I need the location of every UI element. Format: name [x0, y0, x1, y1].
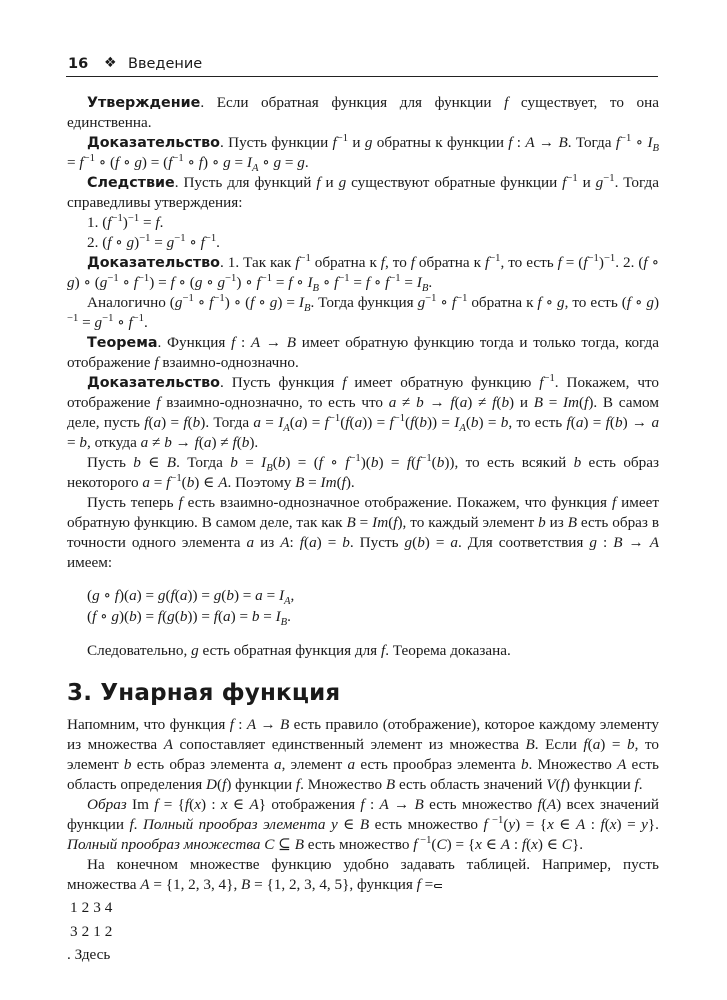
paragraph: Теорема. Функция f : A → B имеет обратную функцию тогда и только тогда, когда отображение f взаимно-однозначно. — [67, 334, 660, 371]
matrix-cell: 2 — [104, 923, 113, 940]
matrix-cell: 1 — [93, 923, 101, 940]
matrix-cell: 3 — [93, 899, 101, 916]
matrix-cell: 2 — [81, 923, 90, 940]
paragraph: Доказательство. Пусть функции $f^{-1}$ и g обратны к функции f : A → B. Тогда $f^{-1}$ ∘ $I_B = f^{-1}$ ∘ (f ∘ $g) = (f^{-1}$ ∘ f) ∘ $g = I_A$ ∘ g = g. — [67, 132, 659, 175]
paragraph: Пусть теперь f есть взаимно-однозначное отображение. Покажем, что функция f имеет обратную функцию. В самом деле, так как B = Im(f), то каждый элемент b из B есть образ в точности одного элемента a из A: f(a) = b. Пусть g(b) = a. Для соответствия g : B → A имеем: — [67, 494, 660, 571]
paragraph: Аналогично ($g^{-1}$ ∘ $f^{-1}$) ∘ (f ∘ $g) = I_B$. Тогда функция $g^{-1}$ ∘ $f^{-1}$ обратна к f ∘ g, то есть (f ∘ $g)^{-1} = g^{-1}$ ∘ $f^{-1}$. — [67, 292, 660, 331]
paragraph: Доказательство. Пусть функция f имеет обратную функцию $f^{-1}$. Покажем, что отображение f взаимно-однозначно, то есть что a ≠ b → f(a) ≠ f(b) и B = Im(f). В самом деле, пусть f(a) = f(b). Тогда $a = I_A(a) = f^{-1}(f(a)) = f^{-1}(f(b)) = I_A(b) = b$, то есть f(a) = f(b) → a = b, откуда a ≠ b → f(a) ≠ f(b). — [67, 372, 660, 451]
chapter-title: Введение — [128, 56, 203, 72]
paragraph: Утверждение. Если обратная функция для функции f существует, то она единственна. — [67, 94, 659, 131]
matrix-cell: 4 — [104, 899, 113, 916]
paragraph: На конечном множестве функцию удобно задавать таблицей. Например, пусть множества A = {1, 2, 3, 4}, B = {1, 2, 3, 4, 5}, функция f = — [67, 856, 659, 893]
paragraph: Пусть b ∈ B. Тогда $b = I_B(b) = (f$ ∘ $f^{-1})(b) = f(f^{-1}(b))$, то есть всякий b есть образ некоторого $a = f^{-1}(b)$ ∈ A. Поэтому B = Im(f). — [67, 452, 659, 491]
display-formula: (g ∘ $f)(a) = g(f(a)) = g(b) = a = I_A$, (f ∘ $g)(b) = f(g(b)) = f(a) = b = I_B$. — [87, 587, 295, 629]
header-rule — [66, 76, 658, 77]
matrix-cell: 2 — [81, 899, 90, 916]
paragraph: Образ Im f = {f(x) : x ∈ A} отображения f : A → B есть множество f(A) всех значений функции f. Полный прообраз элемента y ∈ B есть множество f $^{-1}$(y) = {x ∈ A : f(x) = y}. Полный прообраз множества C ⊆ B есть множество f $^{-1}$(C) = {x ∈ A : f(x) ∈ C}. — [67, 796, 659, 853]
matrix-cell: 3 — [70, 923, 78, 940]
paragraph: Следствие. Пусть для функций f и g существуют обратные функции $f^{-1}$ и $g^{-1}$. Тогда справедливы утверждения: — [67, 172, 659, 211]
running-header — [66, 52, 658, 74]
paragraph: Доказательство. 1. Так как $f^{-1}$ обратна к f, то f обратна к $f^{-1}$, то есть $f = (f^{-1})^{-1}$. 2. (f ∘ g) ∘ ($g^{-1}$ ∘ $f^{-1}) = f$ ∘ (g ∘ $g^{-1}$) ∘ $f^{-1} = f$ ∘ $I_B$ ∘ $f^{-1} = f$ ∘ $f^{-1} = I_B$. — [67, 252, 660, 295]
paragraph: Напомним, что функция f : A → B есть правило (отображение), которое каждому элементу из множества A сопоставляет единственный элемент из множества B. Если f(a) = b, то элемент b есть образ элемента a, элемент a есть прообраз элемента b. Множество A есть область определения D(f) функции f. Множество B есть область значений V(f) функции f. — [67, 716, 660, 793]
matrix-cell: 1 — [70, 899, 78, 916]
ornament-icon: ❖ — [104, 55, 117, 71]
paragraph: Следовательно, g есть обратная функция для f. Теорема доказана. — [87, 642, 511, 659]
section-title: 3. Унарная функция — [67, 680, 341, 706]
page-body: Утверждение. Если обратная функция для функции f существует, то она единственна. Доказательство. Пусть функции $f^{-1}$ и g обратны к функции f : A → B. Тогда $f^{-1}$ ∘ $I_B = f^{-1}$ ∘ (f ∘ $g) = (f^{-1}$ ∘ f) ∘ $g = I_A$ ∘ g = g. Следствие. Пусть для функций f и g существуют обратные функции $f^{-1}$ и $g^{-1}$. Тогда справедливы утверждения: 1. $(f^{-1})^{-1} = f$. 2. (f ∘ $g)^{-1} = g^{-1}$ ∘ $f^{-1}$. Доказательство. 1. Так как $f^{-1}$ обратна к f, то f обратна к $f^{-1}$, то есть $f = (f^{-1})^{-1}$. 2. (f ∘ g) ∘ ($g^{-1}$ ∘ $f^{-1}) = f$ ∘ (g ∘ $g^{-1}$) ∘ $f^{-1} = f$ ∘ $I_B$ ∘ $f^{-1} = f$ ∘ $f^{-1} = I_B$. Аналогично ($g^{-1}$ ∘ $f^{-1}$) ∘ (f ∘ $g) = I_B$. Тогда функция $g^{-1}$ ∘ $f^{-1}$ обратна к f ∘ g, то есть (f ∘ $g)^{-1} = g^{-1}$ ∘ $f^{-1}$. Теорема. Функция f : A → B имеет обратную функцию тогда и только тогда, когда отображение f взаимно-однозначно. Доказательство. Пусть функция f имеет обратную функцию $f^{-1}$. Покажем, что отображение f взаимно-однозначно, то есть что a ≠ b → f(a) ≠ f(b) и B = Im(f). В самом деле, пусть f(a) = f(b). Тогда $a = I_A(a) = f^{-1}(f(a)) = f^{-1}(f(b)) = I_A(b) = b$, то есть f(a) = f(b) → a = b, откуда a ≠ b → f(a) ≠ f(b). Пусть b ∈ B. Тогда $b = I_B(b) = (f$ ∘ $f^{-1})(b) = f(f^{-1}(b))$, то есть всякий b есть образ некоторого $a = f^{-1}(b)$ ∈ A. Поэтому B = Im(f). Пусть теперь f есть взаимно-однозначное отображение. Покажем, что функция f имеет обратную функцию. В самом деле, так как B = Im(f), то каждый элемент b из B есть образ в точности одного элемента a из A: f(a) = b. Пусть g(b) = a. Для соответствия g : B → A имеем: (g ∘ $f)(a) = g(f(a)) = g(b) = a = I_A$, (f ∘ $g)(b) = f(g(b)) = f(a) = b = I_B$. Следовательно, g есть обратная функция для f. Теорема доказана. 3. Унарная функция Напомним, что функция f : A → B есть правило (отображение), которое каждому элементу из множества A сопоставляет единственный элемент из множества B. Если f(a) = b, то элемент b есть образ элемента a, элемент a есть прообраз элемента b. Множество A есть область определения D(f) функции f. Множество B есть область значений V(f) функции f. Образ Im f = {f(x) : x ∈ A} отображения f : A → B есть множество f(A) всех значений функции f. Полный прообраз элемента y ∈ B есть множество f $^{-1}$(y) = {x ∈ A : f(x) = y}. Полный прообраз множества C ⊆ B есть множество f $^{-1}$(C) = {x ∈ A : f(x) ∈ C}. На конечном множестве функцию удобно задавать таблицей. Например, пусть множества A = {1, 2, 3, 4}, B = {1, 2, 3, 4, 5}, функция f = 1 2 3 4 3 2 1 2 . Здесь — [67, 94, 660, 963]
list-item: 2. (f ∘ $g)^{-1} = g^{-1}$ ∘ $f^{-1}$. — [87, 232, 220, 251]
page-number: 16 — [68, 56, 89, 72]
list-item: 1. $(f^{-1})^{-1} = f$. — [87, 212, 164, 231]
